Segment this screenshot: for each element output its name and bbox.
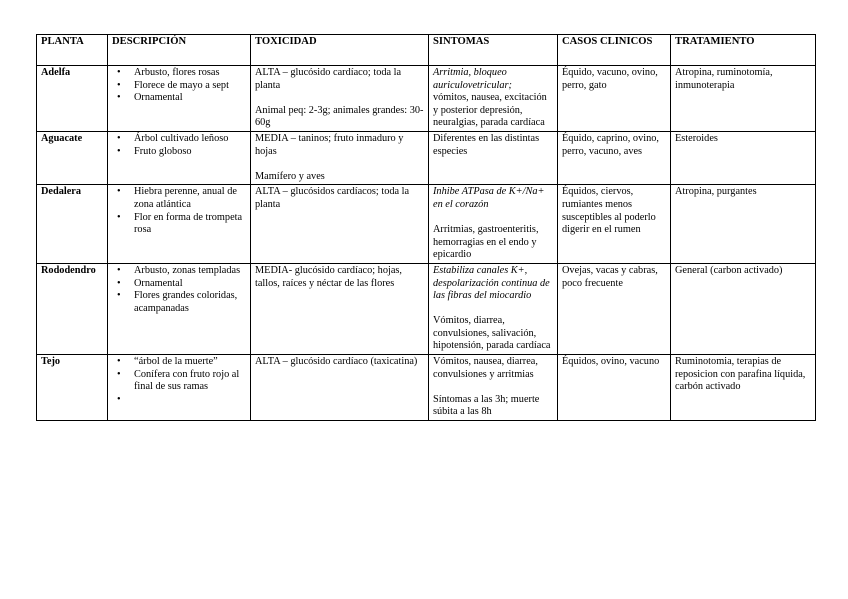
list-item: • Flores grandes coloridas, acampanadas [134, 290, 247, 315]
plant-name: Adelfa [37, 66, 108, 132]
treatment-cell: Ruminotomia, terapias de reposicion con parafina líquida, carbón activado [671, 355, 816, 421]
list-item: • Ornamental [134, 92, 247, 105]
list-item: • Hiebra perenne, anual de zona atlántica [134, 186, 247, 211]
symptoms-text: vómitos, nausea, excitación y posterior depresión, neuralgias, parada cardíaca [433, 92, 547, 129]
description-cell [108, 66, 251, 132]
symptoms-cell [429, 185, 558, 264]
header-tratamiento: TRATAMIENTO [671, 35, 816, 66]
table-row [37, 263, 816, 354]
header-row [37, 35, 816, 66]
toxicity-text: MEDIA – taninos; fruto inmaduro y hojas [255, 132, 404, 157]
list-item: • Fruto globoso [134, 146, 247, 159]
header-descripcion: DESCRIPCIÓN [108, 35, 251, 66]
plant-name: Dedalera [37, 185, 108, 264]
clinical-cases-cell: Équido, vacuno, ovino, perro, gato [558, 66, 671, 132]
symptoms-cell [429, 66, 558, 132]
list-item-empty [134, 394, 247, 407]
toxicity-text: ALTA – glucósidos cardíacos; toda la planta [255, 186, 410, 210]
symptoms-timing: Síntomas a las 3h; muerte súbita a las 8h [433, 393, 540, 418]
mechanism-text: Estabiliza canales K+, despolarización continua de las fibras del miocardio [433, 264, 550, 302]
symptoms-cell [429, 263, 558, 354]
toxicity-cell [251, 131, 429, 184]
toxicity-cell [251, 185, 429, 264]
list-item: • Flor en forma de trompeta rosa [134, 212, 247, 237]
clinical-cases-cell: Équidos, ovino, vacuno [558, 355, 671, 421]
table-row [37, 355, 816, 421]
table-row [37, 131, 816, 184]
clinical-cases-cell: Équidos, ciervos, rumiantes menos susceptibles al poderlo digerir en el rumen [558, 185, 671, 264]
description-cell [108, 355, 251, 421]
table-row [37, 185, 816, 264]
toxicity-cell [251, 263, 429, 354]
toxicity-dose: Animal peq: 2-3g; animales grandes: 30-60g [255, 104, 424, 129]
treatment-cell: Atropina, ruminotomía, inmunoterapia [671, 66, 816, 132]
clinical-cases-cell: Ovejas, vacas y cabras, poco frecuente [558, 263, 671, 354]
toxicity-species: Mamífero y aves [255, 170, 325, 182]
list-item: • Arbusto, zonas templadas [134, 265, 247, 278]
description-cell [108, 185, 251, 264]
header-sintomas: SINTOMAS [429, 35, 558, 66]
table-row [37, 66, 816, 132]
symptoms-cell [429, 355, 558, 421]
description-cell [108, 131, 251, 184]
toxicity-text: ALTA – glucósido cardíaco; toda la planta [255, 67, 402, 91]
toxicity-text: MEDIA- glucósido cardíaco; hojas, tallos, raíces y néctar de las flores [255, 264, 402, 289]
symptoms-text: Vómitos, nausea, diarrea, convulsiones y arritmias [433, 356, 538, 380]
symptoms-text: Diferentes en las distintas especies [433, 132, 540, 157]
list-item: • Arbusto, flores rosas [134, 67, 247, 80]
list-item: • Florece de mayo a sept [134, 80, 247, 93]
toxic-plants-table [36, 34, 816, 421]
mechanism-text: Inhibe ATPasa de K+/Na+ en el corazón [433, 186, 545, 210]
toxicity-text: ALTA – glucósido cardíaco (taxicatina) [255, 356, 418, 368]
treatment-cell: Esteroides [671, 131, 816, 184]
list-item: • Árbol cultivado leñoso [134, 133, 247, 146]
symptoms-cell [429, 131, 558, 184]
list-item: • “árbol de la muerte” [134, 356, 247, 369]
header-planta: PLANTA [37, 35, 108, 66]
clinical-cases-cell: Équido, caprino, ovino, perro, vacuno, aves [558, 131, 671, 184]
header-toxicidad: TOXICIDAD [251, 35, 429, 66]
plant-name: Rododendro [37, 263, 108, 354]
treatment-cell: Atropina, purgantes [671, 185, 816, 264]
mechanism-text: Arritmia, bloqueo auriculovetricular; [433, 67, 512, 91]
symptoms-text: Arritmias, gastroenteritis, hemorragias en el endo y epicardio [433, 224, 539, 261]
treatment-cell: General (carbon activado) [671, 263, 816, 354]
list-item: • Conífera con fruto rojo al final de sus ramas [134, 369, 247, 394]
description-cell [108, 263, 251, 354]
plant-name: Aguacate [37, 131, 108, 184]
plant-name: Tejo [37, 355, 108, 421]
toxicity-cell [251, 355, 429, 421]
symptoms-text: Vómitos, diarrea, convulsiones, salivación, hipotensión, parada cardíaca [433, 315, 551, 352]
toxicity-cell [251, 66, 429, 132]
header-casos-clinicos: CASOS CLINICOS [558, 35, 671, 66]
list-item: • Ornamental [134, 278, 247, 291]
